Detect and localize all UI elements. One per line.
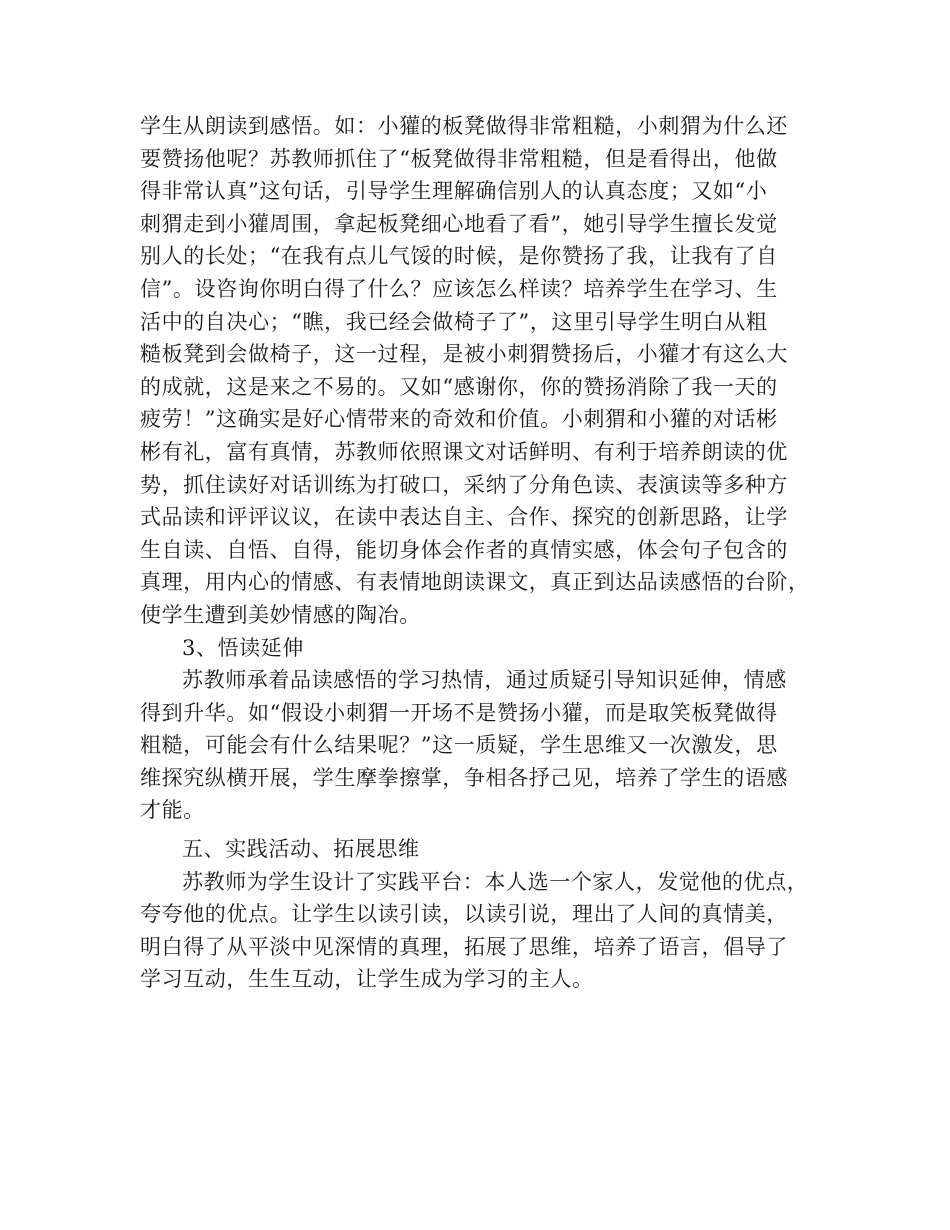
text-line: 才能。 <box>140 798 205 823</box>
section-heading-5: 五、实践活动、拓展思维 <box>182 837 420 862</box>
text-line: 要赞扬他呢？苏教师抓住了“板凳做得非常粗糙，但是看得出，他做 <box>140 146 778 171</box>
text-line: 学生从朗读到感悟。如：小獾的板凳做得非常粗糙，小刺猬为什么还 <box>140 114 788 138</box>
section-heading-3: 3、悟读延伸 <box>182 635 304 660</box>
text-line: 苏教师承着品读感悟的学习热情，通过质疑引导知识延伸，情感 <box>182 668 787 693</box>
text-line: 别人的长处；“在我有点儿气馁的时候，是你赞扬了我，让我有了自 <box>140 244 778 269</box>
document-body <box>140 110 820 996</box>
text-line: 苏教师为学生设计了实践平台：本人选一个家人，发觉他的优点， <box>182 869 809 894</box>
text-line: 真理，用内心的情感、有表情地朗读课文，真正到达品读感悟的台阶， <box>140 570 810 595</box>
text-line: 彬有礼，富有真情，苏教师依照课文对话鲜明、有利于培养朗读的优 <box>140 439 788 464</box>
text-line: 信”。设咨询你明白得了什么？应该怎么样读？培养学生在学习、生 <box>140 276 778 301</box>
paragraph-extension <box>140 664 820 827</box>
paragraph-practice <box>140 866 820 996</box>
text-line: 式品读和评评议议，在读中表达自主、合作、探究的创新思路，让学 <box>140 505 788 530</box>
text-line: 夸夸他的优点。让学生以读引读，以读引说，理出了人间的真情美， <box>140 902 788 927</box>
text-line: 维探究纵横开展，学生摩拳擦掌，争相各抒己见，培养了学生的语感 <box>140 765 788 790</box>
text-line: 疲劳！”这确实是好心情带来的奇效和价值。小刺猬和小獾的对话彬 <box>140 407 778 432</box>
text-line: 活中的自决心；“瞧，我已经会做椅子了”，这里引导学生明白从粗 <box>140 309 768 334</box>
text-line: 势，抓住读好对话训练为打破口，采纳了分角色读、表演读等多种方 <box>140 472 788 497</box>
text-line: 糙板凳到会做椅子，这一过程，是被小刺猬赞扬后，小獾才有这么大 <box>140 342 788 367</box>
text-line: 刺猬走到小獾周围，拿起板凳细心地看了看”，她引导学生擅长发觉 <box>140 211 778 236</box>
text-line: 的成就，这是来之不易的。又如“感谢你，你的赞扬消除了我一天的 <box>140 374 778 399</box>
paragraph-evaluation-reading <box>140 110 820 632</box>
text-line: 明白得了从平淡中见深情的真理，拓展了思维，培养了语言，倡导了 <box>140 934 788 959</box>
text-line: 学习互动，生生互动，让学生成为学习的主人。 <box>140 967 594 992</box>
text-line: 使学生遭到美妙情感的陶冶。 <box>140 602 421 627</box>
text-line: 得到升华。如“假设小刺猬一开场不是赞扬小獾，而是取笑板凳做得 <box>140 700 778 725</box>
text-line: 粗糙，可能会有什么结果呢？”这一质疑，学生思维又一次激发，思 <box>140 733 778 758</box>
text-line: 生自读、自悟、自得，能切身体会作者的真情实感，体会句子包含的 <box>140 537 788 562</box>
text-line: 得非常认真”这句话，引导学生理解确信别人的认真态度；又如“小 <box>140 179 768 204</box>
